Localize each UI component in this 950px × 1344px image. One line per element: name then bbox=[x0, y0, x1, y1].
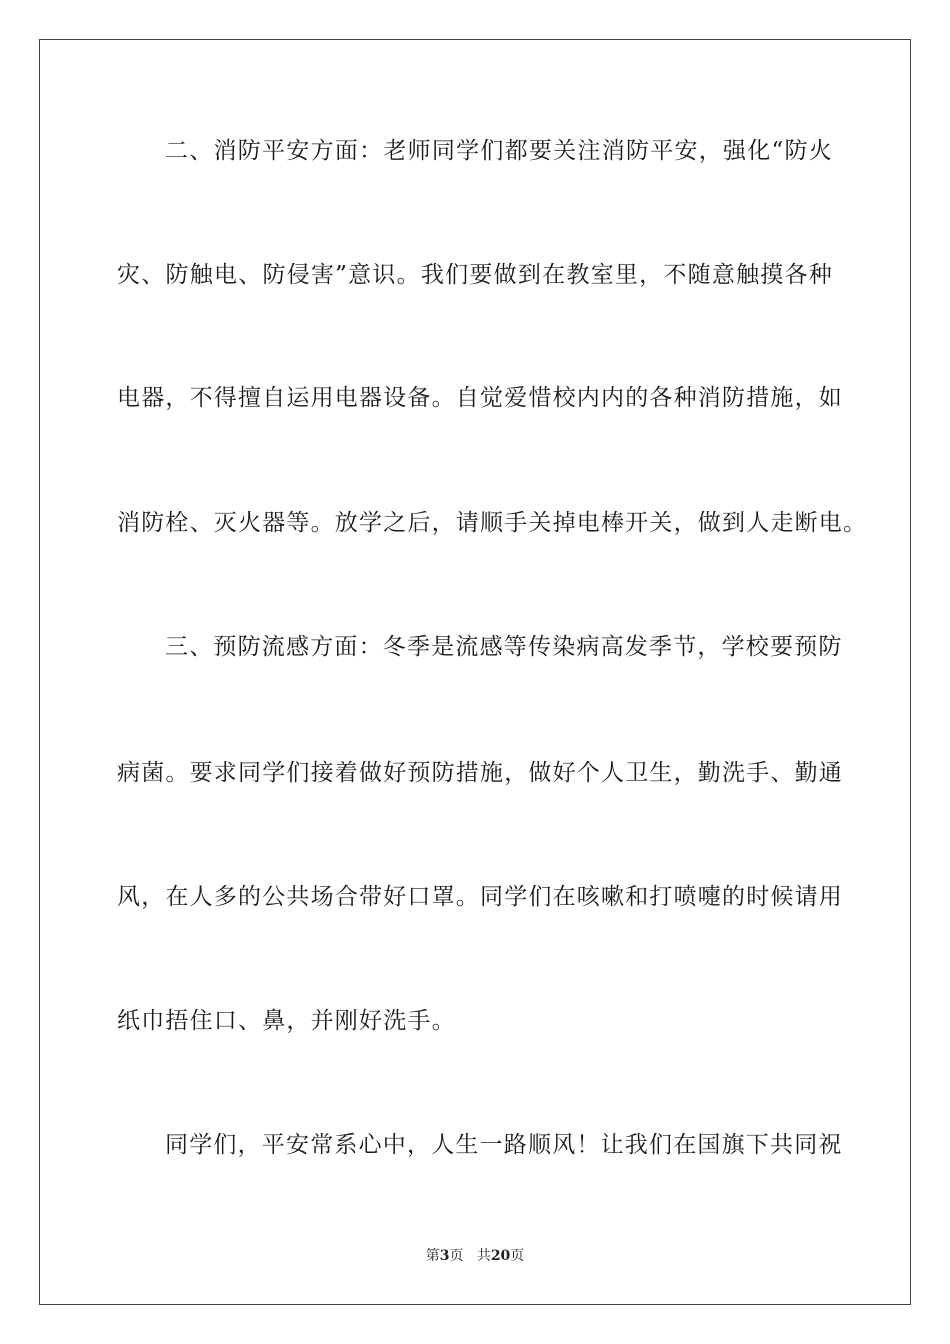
footer-page-prefix: 第 bbox=[425, 1248, 440, 1264]
footer-total-suffix: 页 bbox=[510, 1248, 525, 1264]
paragraph-flu-prevention-line-1: 三、预防流感方面：冬季是流感等传染病高发季节，学校要预防 bbox=[165, 634, 843, 660]
paragraph-closing-line-1: 同学们，平安常系心中，人生一路顺风！让我们在国旗下共同祝 bbox=[165, 1132, 843, 1158]
footer-page-suffix: 页 bbox=[449, 1248, 464, 1264]
paragraph-flu-prevention-line-4: 纸巾捂住口、鼻，并刚好洗手。 bbox=[117, 1008, 456, 1034]
paragraph-flu-prevention-line-3: 风，在人多的公共场合带好口罩。同学们在咳嗽和打喷嚏的时候请用 bbox=[117, 884, 843, 910]
paragraph-fire-safety-line-3: 电器，不得擅自运用电器设备。自觉爱惜校内内的各种消防措施，如 bbox=[117, 385, 843, 411]
paragraph-fire-safety-line-2: 灾、防触电、防侵害”意识。我们要做到在教室里，不随意触摸各种 bbox=[117, 262, 833, 288]
page-border bbox=[39, 39, 911, 1305]
footer-total-prefix: 共 bbox=[476, 1248, 491, 1264]
paragraph-fire-safety-line-1: 二、消防平安方面：老师同学们都要关注消防平安，强化“防火 bbox=[165, 138, 833, 164]
footer-total-pages: 20 bbox=[490, 1248, 511, 1264]
paragraph-flu-prevention-line-2: 病菌。要求同学们接着做好预防措施，做好个人卫生，勤洗手、勤通 bbox=[117, 760, 843, 786]
paragraph-fire-safety-line-4: 消防栓、灭火器等。放学之后，请顺手关掉电棒开关，做到人走断电。 bbox=[117, 510, 868, 536]
footer-page-number: 3 bbox=[439, 1248, 450, 1264]
page-footer bbox=[0, 1246, 950, 1266]
